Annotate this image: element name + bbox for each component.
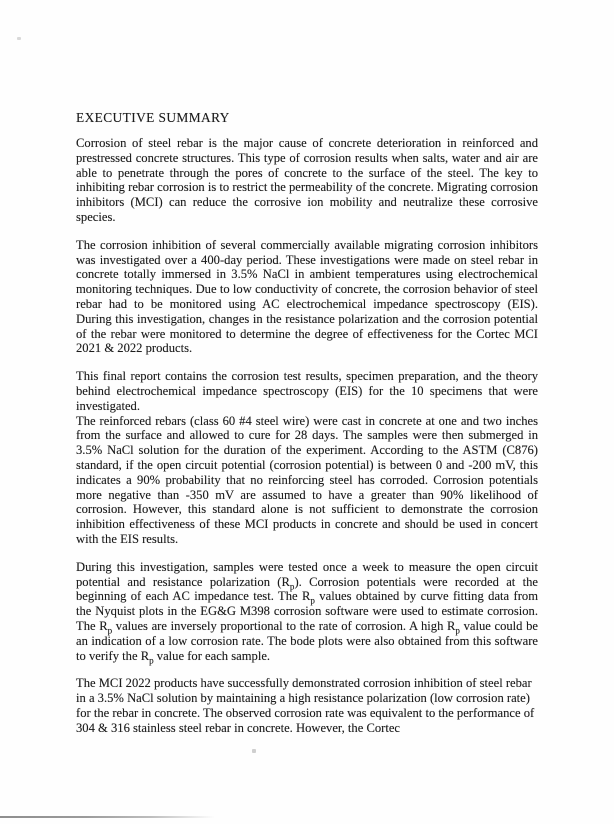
- scan-edge-shadow-artifact: [0, 816, 215, 818]
- document-content: [76, 110, 538, 748]
- paragraph-rebar-specimens: The reinforced rebars (class 60 #4 steel wire) were cast in concrete at one and two inches from the surface and allowed to cure for 28 days. The samples were then submerged in 3.5% NaCl solution for the duration of the experiment. According to the ASTM (C876) standard, if the open circuit potential (corrosion potential) is between 0 and -200 mV, this indicates a 90% probability that no reinforcing steel has corroded. Corrosion potentials more negative than -350 mV are assumed to have a greater than 90% likelihood of corrosion. However, this standard alone is not sufficient to demonstrate the corrosion inhibition effectiveness of these MCI products in concrete and should be used in concert with the EIS results.: [76, 413, 538, 546]
- paragraph-report-contents: This final report contains the corrosion test results, specimen preparation, and the theory behind electrochemical impedance spectroscopy (EIS) for the 10 specimens that were investigated.: [76, 369, 538, 413]
- paragraph-intro-corrosion: Corrosion of steel rebar is the major cause of concrete deterioration in reinforced and prestressed concrete structures. This type of corrosion results when salts, water and air are able to penetrate through the pores of concrete to the surface of the steel. The key to inhibiting rebar corrosion is to restrict the permeability of the concrete. Migrating corrosion inhibitors (MCI) can reduce the corrosive ion mobility and neutralize these corrosive species.: [76, 136, 538, 224]
- paragraph-weekly-testing: During this investigation, samples were tested once a week to measure the open circuit potential and resistance polarization $(R_p)$. Corrosion potentials were recorded at the beginning of each AC impedance test. The $R_p$ values obtained by curve fitting data from the Nyquist plots in the EG&G M398 corrosion software were used to estimate corrosion. The $R_p$ values are inversely proportional to the rate of corrosion. A high $R_p$ value could be an indication of a low corrosion rate. The bode plots were also obtained from this software to verify the $R_p$ value for each sample.: [76, 559, 538, 666]
- scan-speck-artifact: [17, 37, 21, 40]
- paragraph-investigation-overview: The corrosion inhibition of several commercially available migrating corrosion inhibitors was investigated over a 400-day period. These investigations were made on steel rebar in concrete totally immersed in 3.5% NaCl in ambient temperatures using electrochemical monitoring techniques. Due to low conductivity of concrete, the corrosion behavior of steel rebar had to be monitored using AC electrochemical impedance spectroscopy (EIS). During this investigation, changes in the resistance polarization and the corrosion potential of the rebar were monitored to determine the degree of effectiveness for the Cortec MCI 2021 & 2022 products.: [76, 237, 538, 356]
- scan-speck-artifact: [252, 749, 256, 753]
- paragraph-mci2022-results: The MCI 2022 products have successfully demonstrated corrosion inhibition of steel rebar in a 3.5% NaCl solution by maintaining a high resistance polarization (low corrosion rate) for the rebar in concrete. The observed corrosion rate was equivalent to the performance of 304 & 316 stainless steel rebar in concrete. However, the Cortec: [76, 676, 535, 735]
- page-heading: EXECUTIVE SUMMARY: [76, 110, 230, 125]
